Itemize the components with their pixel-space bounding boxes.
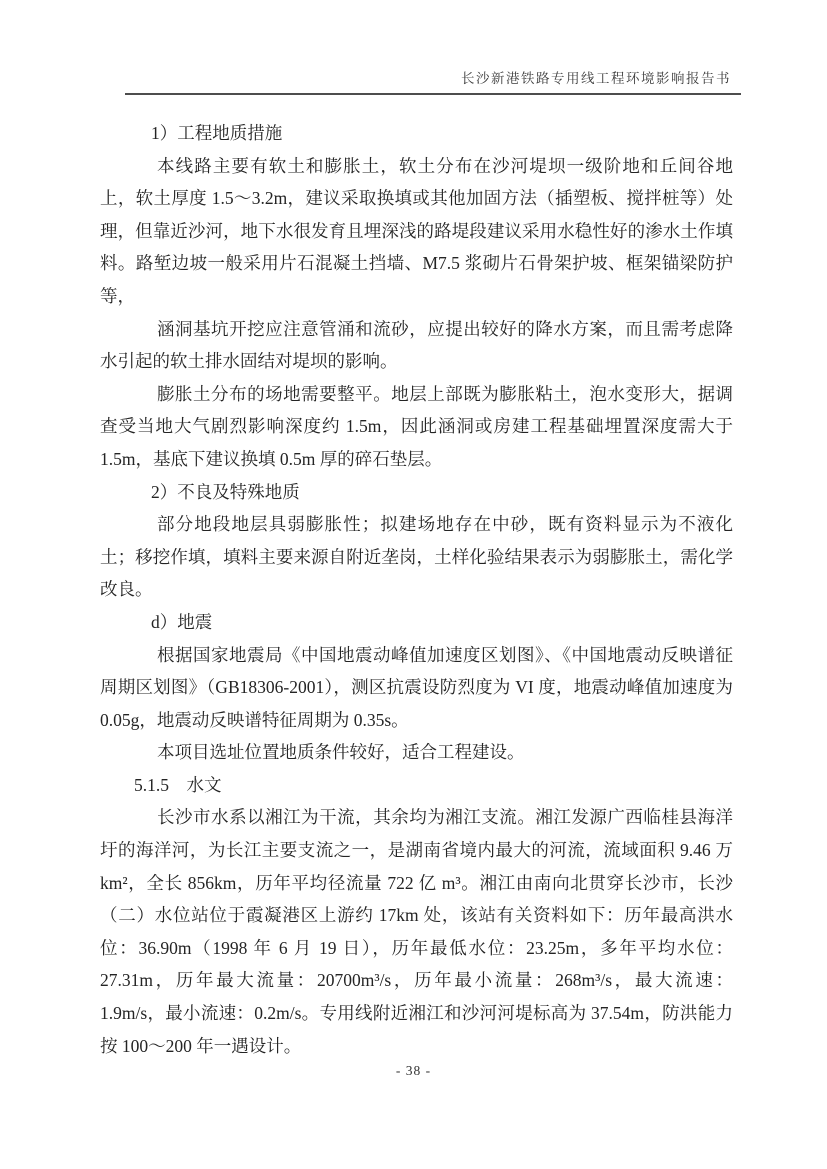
page-number: - 38 -	[395, 1063, 432, 1078]
paragraph-culvert-pit-excavation: 涵洞基坑开挖应注意管涌和流砂，应提出较好的降水方案，而且需考虑降水引起的软土排水固结对堤坝的影响。	[100, 318, 733, 372]
page-header	[100, 70, 733, 95]
list-heading-engineering-geology-measures: 1）工程地质措施	[151, 123, 283, 143]
paragraph-site-geology-conclusion: 本项目选址位置地质条件较好，适合工程建设。	[157, 742, 525, 763]
paragraph-weak-expansive-strata: 部分地段地层具弱膨胀性；拟建场地存在中砂，既有资料显示为不液化土；移挖作填，填料主要来源自附近垄岗，土样化验结果表示为弱膨胀土，需化学改良。	[100, 514, 733, 600]
header-rule	[125, 93, 741, 95]
section-heading-hydrology: 5.1.5 水文	[134, 774, 222, 795]
paragraph-hydrology-xiangjiang: 长沙市水系以湘江为干流，其余均为湘江支流。湘江发源广西临桂县海洋圩的海洋河，为长江主要支流之一，是湖南省境内最大的河流，流域面积 9.46 万 km²，全长 856km，历年平均径流量 722 亿 m³。湘江由南向北贯穿长沙市，长沙（二）水位站位于霞凝港区上游约 17km 处，该站有关资料如下：历年最高洪水位：36.90m（1998 年 6 月 19 日），历年最低水位：23.25m，多年平均水位：27.31m，历年最大流量：20700m³/s，历年最小流量：268m³/s，最大流速：1.9m/s，最小流速：0.2m/s。专用线附近湘江和沙河河堤标高为 37.54m，防洪能力按 100～200 年一遇设计。	[100, 807, 733, 1056]
paragraph-seismic-parameters: 根据国家地震局《中国地震动峰值加速度区划图》、《中国地震动反映谱征周期区划图》（GB18306-2001），测区抗震设防烈度为 VI 度，地震动峰值加速度为0.05g，地震动反映谱特征周期为 0.35s。	[100, 644, 733, 730]
page-footer	[0, 1063, 827, 1079]
paragraph-soft-soil-expansive-soil: 本线路主要有软土和膨胀土，软土分布在沙河堤坝一级阶地和丘间谷地上，软土厚度 1.5～3.2m，建议采取换填或其他加固方法（插塑板、搅拌桩等）处理，但靠近沙河，地下水很发育且埋深浅的路堤段建议采用水稳性好的渗水土作填料。路堑边坡一般采用片石混凝土挡墙、M7.5 浆砌片石骨架护坡、框架锚梁防护等，	[100, 155, 733, 306]
paragraph-expansive-soil-site-leveling: 膨胀土分布的场地需要整平。地层上部既为膨胀粘土，泡水变形大，据调查受当地大气剧烈影响深度约 1.5m，因此涵洞或房建工程基础埋置深度需大于1.5m，基底下建议换填 0.5m 厚的碎石垫层。	[100, 383, 733, 469]
list-heading-adverse-special-geology: 2）不良及特殊地质	[151, 481, 300, 502]
document-body	[100, 117, 733, 1062]
header-title: 长沙新港铁路专用线工程环境影响报告书	[461, 71, 731, 86]
list-heading-earthquake: d）地震	[151, 611, 213, 632]
